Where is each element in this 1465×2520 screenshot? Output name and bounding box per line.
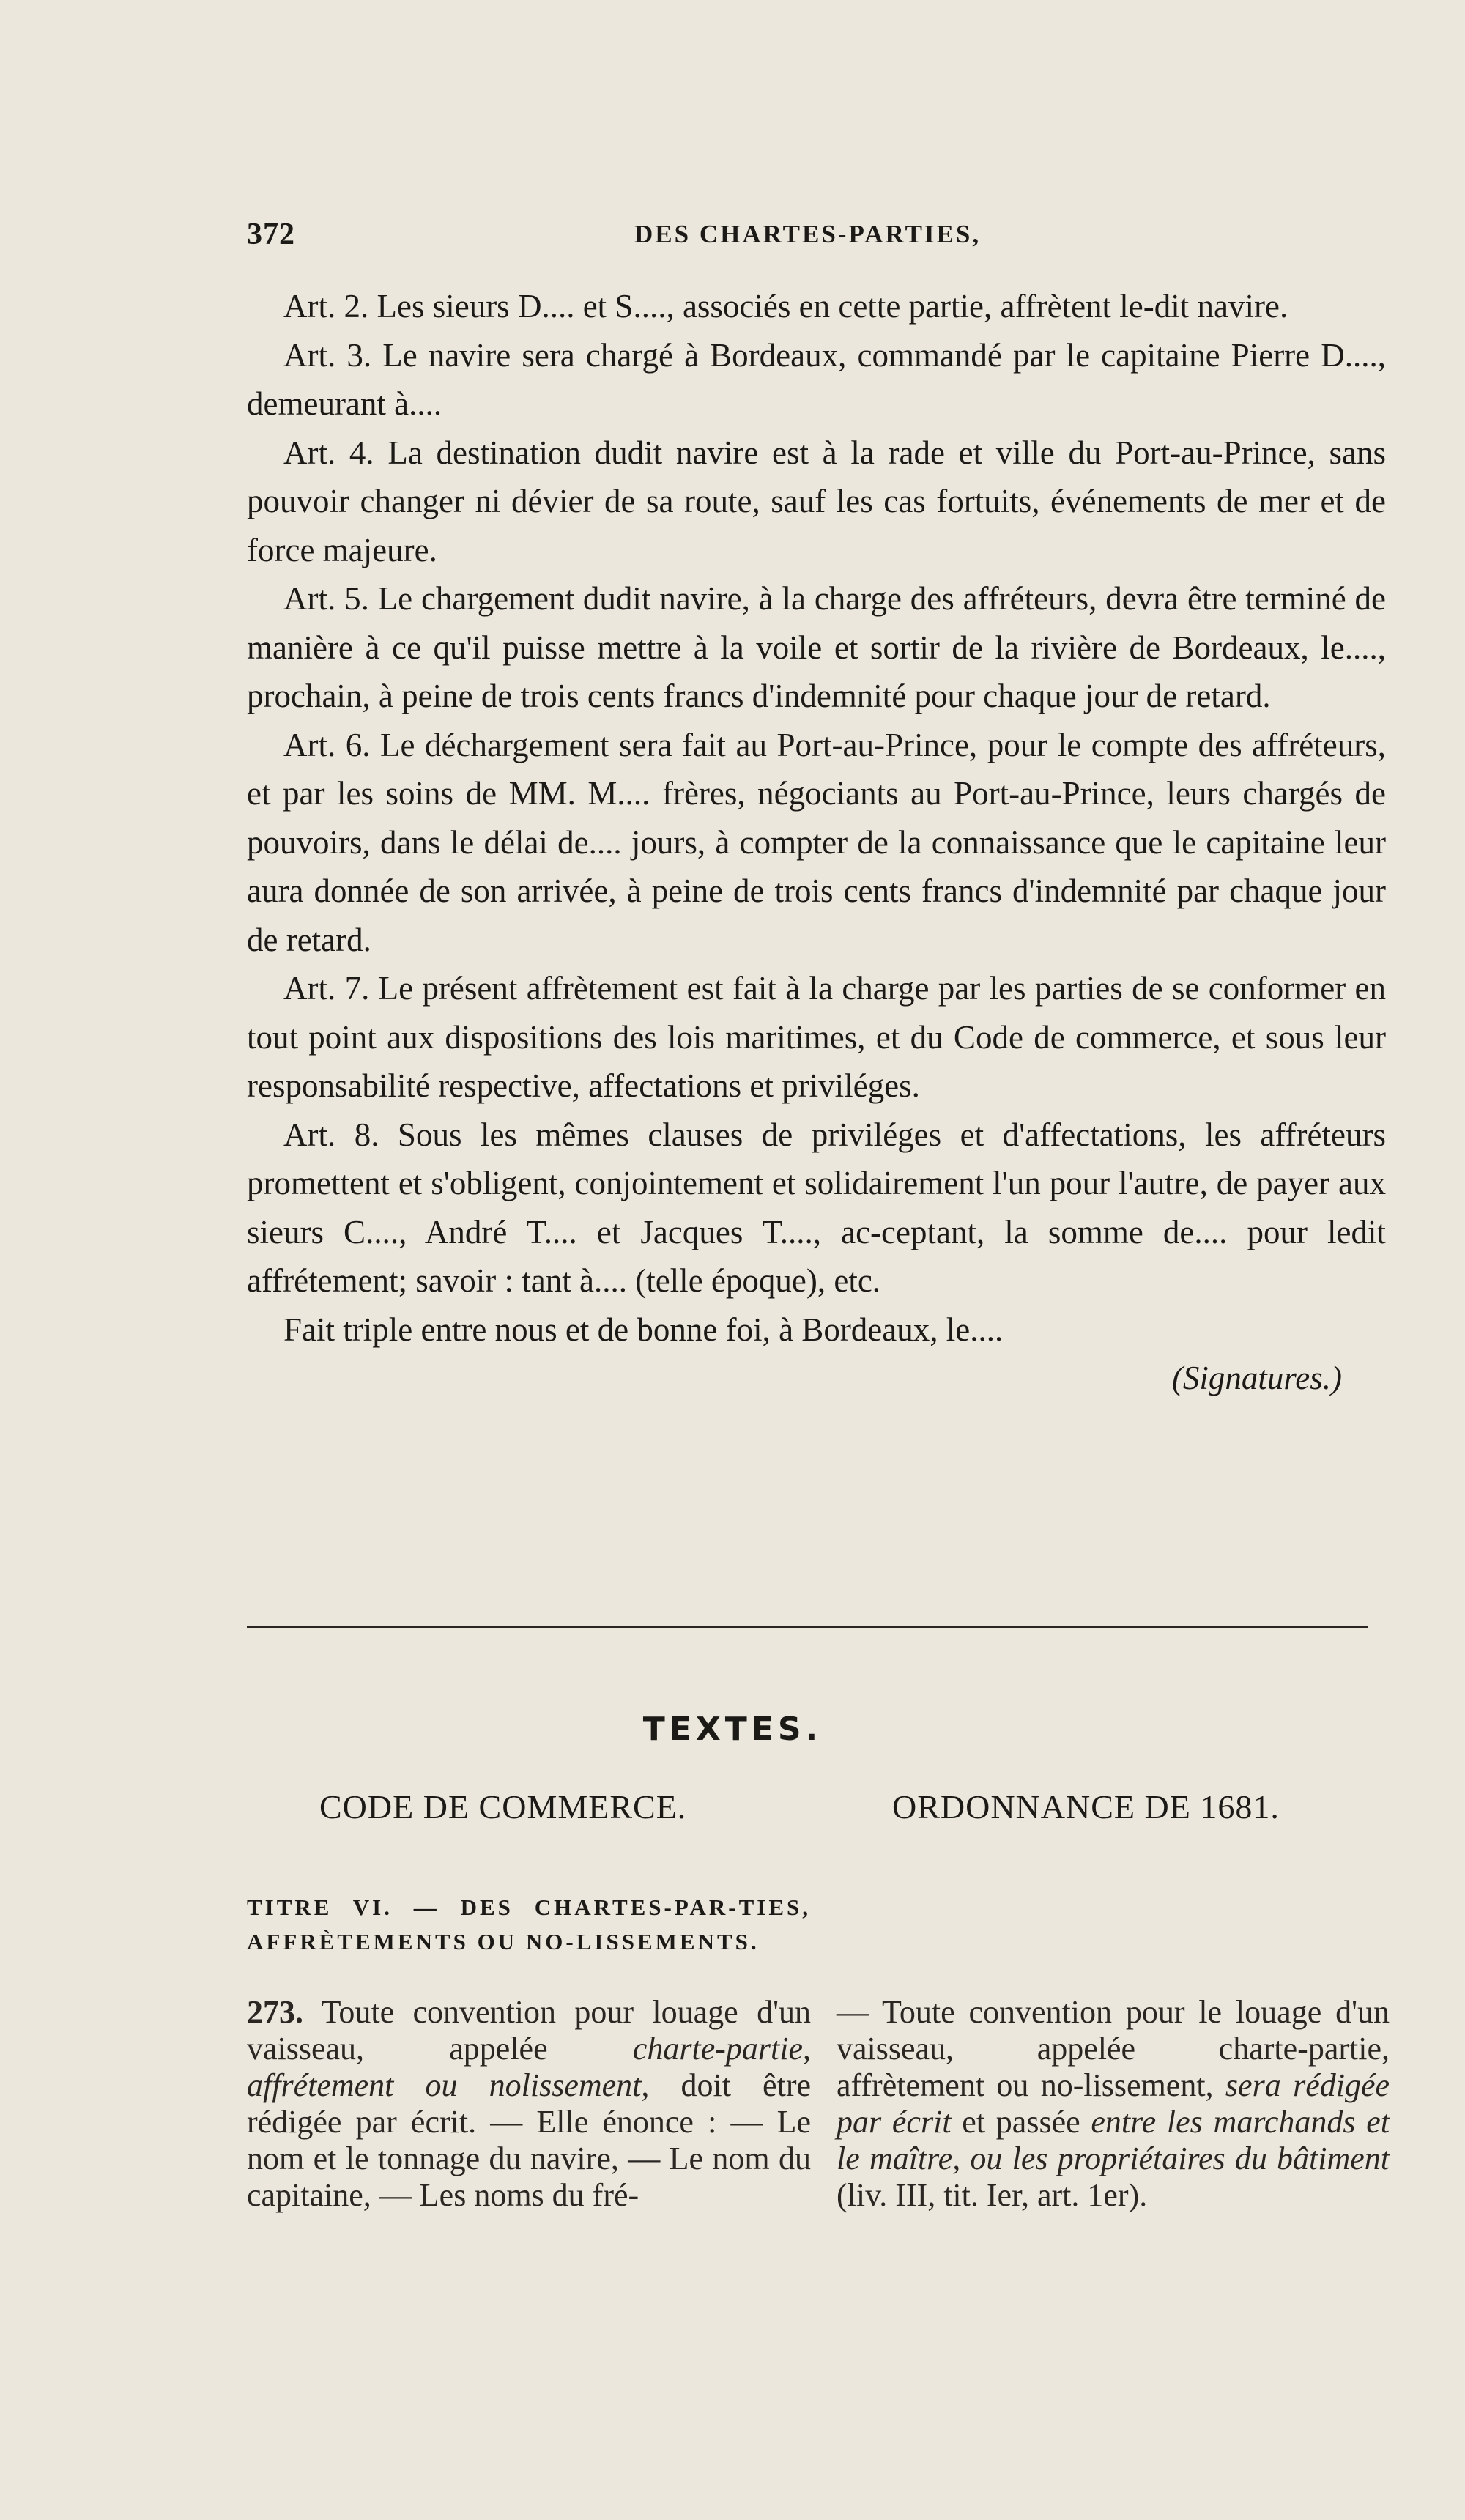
code-de-commerce-heading: CODE DE COMMERCE. [319,1788,687,1826]
ordonnance-heading: ORDONNANCE DE 1681. [892,1788,1280,1826]
paragraph-closing: Fait triple entre nous et de bonne foi, à Bordeaux, le.... [283,1311,1004,1348]
paragraph-art-6: Art. 6. Le déchargement sera fait au Port-au-Prince, pour le compte des affréteurs, et par les soins de MM. M.... frères, négociants au Port-au-Prince, leurs chargés de pouvoirs, dans le délai de.... jours, à compter de la connaissance que le capitaine leur aura donnée de son arrivée, à peine de trois cents francs d'indemnité par chaque jour de retard. [247,726,1386,958]
paragraph-art-5: Art. 5. Le chargement dudit navire, à la charge des affréteurs, devra être terminé de manière à ce qu'il puisse mettre à la voile et sortir de la rivière de Bordeaux, le...., prochain, à peine de trois cents francs d'indemnité pour chaque jour de retard. [247,580,1386,714]
title-block: TITRE VI. — DES CHARTES-PAR-TIES, AFFRÈTEMENTS OU NO-LISSEMENTS. [247,1894,811,1954]
main-text [247,282,1386,1403]
code-column [247,1994,811,2214]
ordonnance-text: — Toute convention pour le louage d'un vaisseau, appelée charte-partie, affrètement ou no-lissement, sera rédigée par écrit et passée entre les marchands et le maître, ou les propriétaires du bâtiment (liv. III, tit. Ier, art. 1er). [837,1994,1390,2213]
ordonnance-column [837,1994,1390,2214]
article-number: 273. [247,1994,303,2030]
texts-heading: TEXTES. [642,1711,823,1748]
paragraph-art-8: Art. 8. Sous les mêmes clauses de priviléges et d'affectations, les affréteurs promettent et s'obligent, conjointement et solidairement l'un pour l'autre, de payer aux sieurs C...., André T.... et Jacques T...., ac-ceptant, la somme de.... pour ledit affrétement; savoir : tant à.... (telle époque), etc. [247,1116,1386,1299]
paragraph-art-7: Art. 7. Le présent affrètement est fait à la charge par les parties de se conformer en tout point aux dispositions des lois maritimes, et du Code de commerce, et sous leur responsabilité respective, affectations et priviléges. [247,970,1386,1104]
running-title: DES CHARTES-PARTIES, [634,220,982,248]
page-number: 372 [247,218,295,251]
code-article-273: 273. Toute convention pour louage d'un vaisseau, appelée charte-partie, affrétement ou nolissement, doit être rédigée par écrit. — Elle énonce : — Le nom et le tonnage du navire, — Le nom du capitaine, — Les noms du fré- [247,1994,811,2213]
paragraph-art-2: Art. 2. Les sieurs D.... et S...., associés en cette partie, affrètent le-dit navire. [283,288,1288,325]
page-header [247,217,1392,261]
signatures: (Signatures.) [1171,1360,1342,1396]
paragraph-art-4: Art. 4. La destination dudit navire est à la rade et ville du Port-au-Prince, sans pouvoir changer ni dévier de sa route, sauf les cas fortuits, événements de mer et de force majeure. [247,434,1386,568]
paragraph-art-3: Art. 3. Le navire sera chargé à Bordeaux, commandé par le capitaine Pierre D...., demeurant à.... [247,336,1386,422]
section-divider [247,1626,1368,1628]
